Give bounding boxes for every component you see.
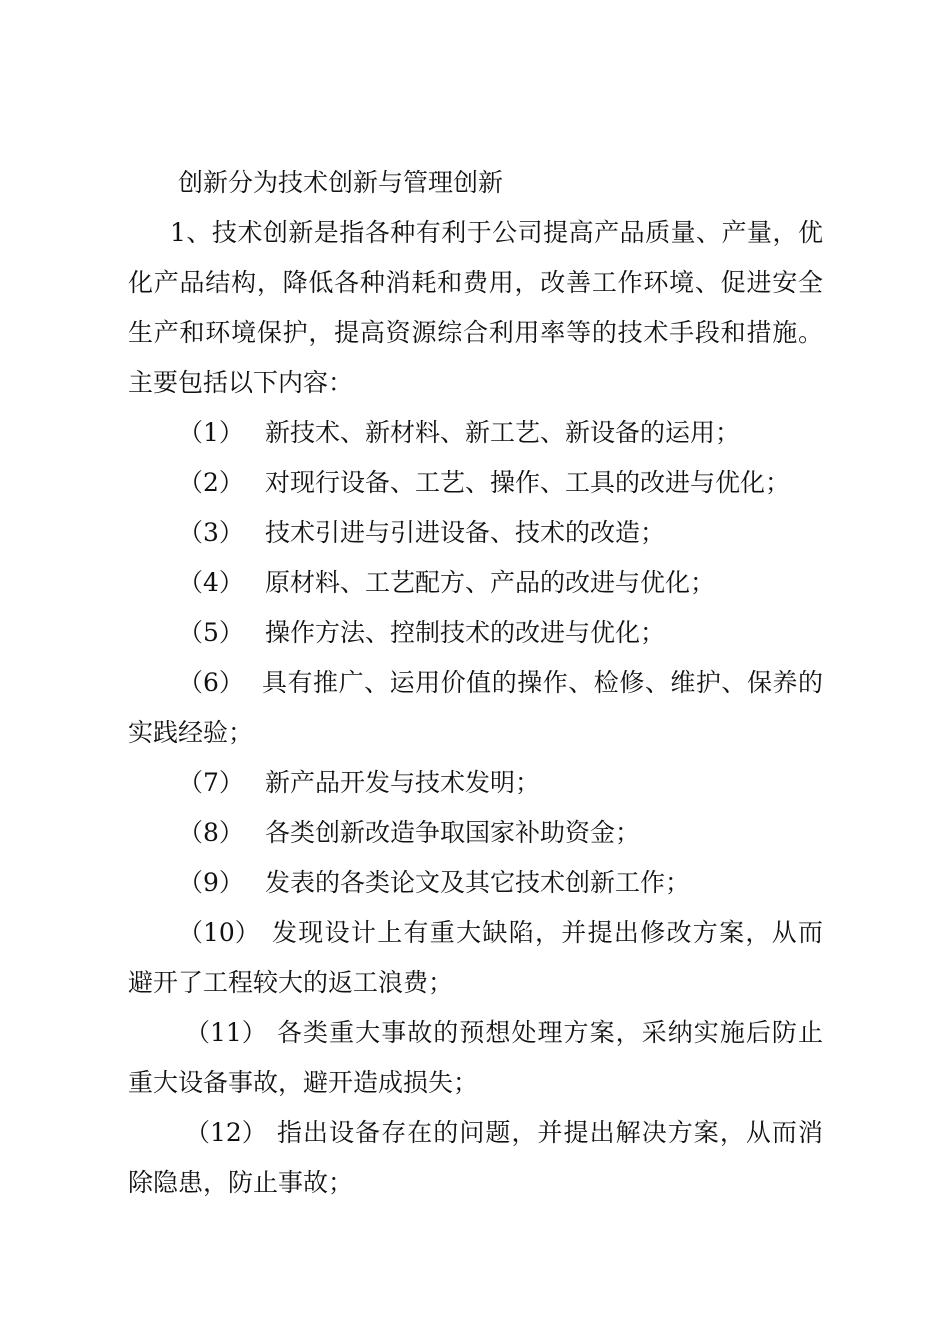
item-3-label: （3） <box>178 518 244 547</box>
item-8-text: 各类创新改造争取国家补助资金； <box>265 818 641 847</box>
item-6-text: 具有推广、运用价值的操作、检修、维护、保养的 <box>262 668 823 697</box>
item-10-label: （10） <box>178 918 260 947</box>
item-1-text: 新技术、新材料、新工艺、新设备的运用； <box>265 418 741 447</box>
item-8-label: （8） <box>178 818 244 847</box>
item-12-continuation: 除隐患，防止事故； <box>128 1168 354 1197</box>
intro-line-2: 化产品结构，降低各种消耗和费用，改善工作环境、促进安全 <box>128 268 823 297</box>
item-10-continuation: 避开了工程较大的返工浪费； <box>128 968 454 997</box>
item-12-label: （12） <box>185 1118 267 1147</box>
item-2-label: （2） <box>178 468 244 497</box>
item-7-text: 新产品开发与技术发明； <box>265 768 541 797</box>
item-3-text: 技术引进与引进设备、技术的改造； <box>265 518 666 547</box>
item-7-label: （7） <box>178 768 244 797</box>
item-1-label: （1） <box>178 418 244 447</box>
intro-line-3: 生产和环境保护，提高资源综合利用率等的技术手段和措施。 <box>128 318 823 347</box>
item-4-label: （4） <box>178 568 244 597</box>
item-11-continuation: 重大设备事故，避开造成损失； <box>128 1068 479 1097</box>
item-11-text: 各类重大事故的预想处理方案，采纳实施后防止 <box>277 1018 823 1047</box>
item-10-text: 发现设计上有重大缺陷，并提出修改方案，从而 <box>272 918 823 947</box>
item-5-text: 操作方法、控制技术的改进与优化； <box>265 618 666 647</box>
intro-line-1: 1、技术创新是指各种有利于公司提高产品质量、产量，优 <box>170 218 823 247</box>
intro-line-4: 主要包括以下内容： <box>128 368 354 397</box>
item-9-label: （9） <box>178 868 244 897</box>
heading: 创新分为技术创新与管理创新 <box>178 168 504 197</box>
item-6-continuation: 实践经验； <box>128 718 254 747</box>
item-12-text: 指出设备存在的问题，并提出解决方案，从而消 <box>277 1118 823 1147</box>
item-2-text: 对现行设备、工艺、操作、工具的改进与优化； <box>265 468 791 497</box>
item-6-label: （6） <box>178 668 244 697</box>
item-4-text: 原材料、工艺配方、产品的改进与优化； <box>265 568 716 597</box>
item-11-label: （11） <box>185 1018 267 1047</box>
item-9-text: 发表的各类论文及其它技术创新工作； <box>265 868 691 897</box>
item-5-label: （5） <box>178 618 244 647</box>
